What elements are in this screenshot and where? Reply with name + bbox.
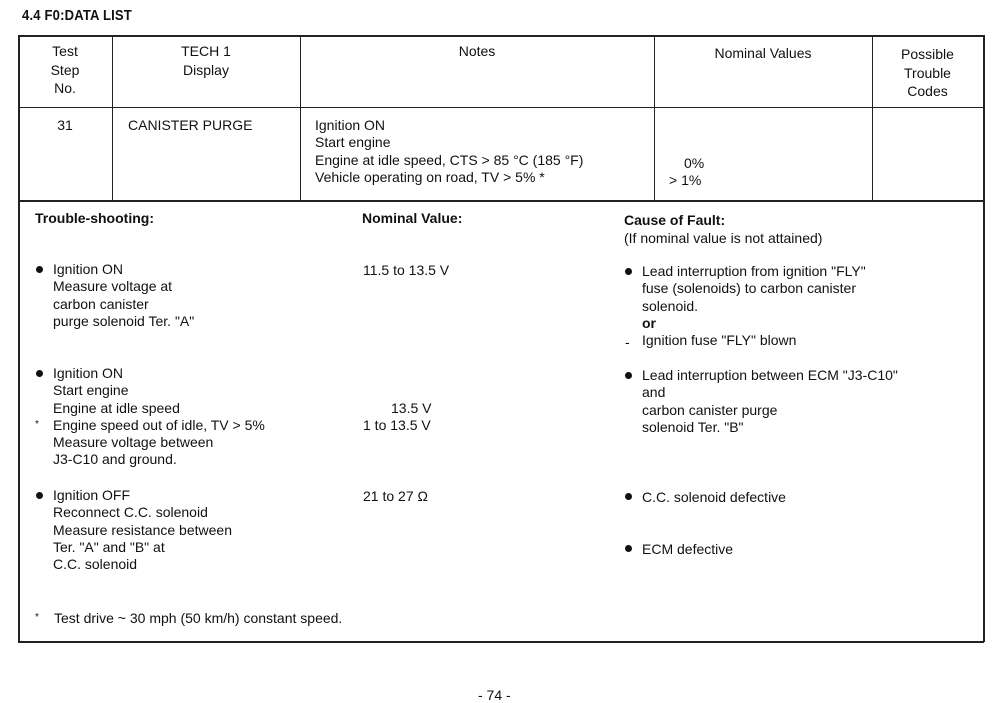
asterisk-marker: * [35, 419, 39, 430]
row-notes: Ignition ON Start engine Engine at idle speed, CTS > 85 °C (185 °F) Vehicle operating on road, TV > 5% * [315, 117, 584, 185]
block2-steps: Ignition ON Start engine Engine at idle speed Engine speed out of idle, TV > 5% Measure voltage between J3-C10 and ground. [53, 365, 265, 468]
header-tech1-display: TECH 1 Display [181, 43, 231, 78]
bullet-icon [625, 268, 632, 275]
header-possible-trouble-codes: Possible Trouble Codes [901, 46, 954, 99]
header-nominal-values: Nominal Values [714, 45, 812, 61]
block1-causes: Lead interruption from ignition "FLY" fuse (solenoids) to carbon canister solenoid. or Ignition fuse "FLY" blown [642, 263, 866, 349]
nominal-value-title: Nominal Value: [362, 210, 463, 226]
block1-steps: Ignition ON Measure voltage at carbon canister purge solenoid Ter. "A" [53, 261, 195, 329]
header-test-step: Test Step No. [50, 43, 80, 96]
header-notes: Notes [458, 43, 496, 59]
bullet-icon [625, 493, 632, 500]
bullet-icon [36, 266, 43, 273]
row-display-value: CANISTER PURGE [128, 117, 253, 133]
dash-marker: - [625, 334, 630, 350]
row-step-number: 31 [57, 117, 73, 133]
block3-nominal: 21 to 27 Ω [363, 488, 428, 504]
cause-of-fault-subtitle: (If nominal value is not attained) [624, 230, 823, 246]
cause-of-fault-title: Cause of Fault: [624, 212, 726, 228]
bullet-icon [625, 545, 632, 552]
block1-nominal: 11.5 to 13.5 V [363, 262, 450, 278]
footnote-asterisk: * [35, 612, 39, 623]
block2-causes: Lead interruption between ECM "J3-C10" and carbon canister purge solenoid Ter. "B" [642, 367, 898, 435]
troubleshooting-title: Trouble-shooting: [35, 210, 154, 226]
bullet-icon [625, 372, 632, 379]
row-nominal-values: 0% > 1% [669, 155, 705, 189]
block2-nominal: 13.5 V 1 to 13.5 V [363, 400, 432, 434]
block3-steps: Ignition OFF Reconnect C.C. solenoid Measure resistance between Ter. "A" and "B" at C.C. solenoid [53, 487, 232, 573]
section-title: 4.4 F0:DATA LIST [22, 8, 132, 24]
block3-cause-1: C.C. solenoid defective [642, 489, 786, 505]
bullet-icon [36, 492, 43, 499]
footnote-text: Test drive ~ 30 mph (50 km/h) constant speed. [54, 610, 343, 626]
bullet-icon [36, 370, 43, 377]
block3-cause-2: ECM defective [642, 541, 734, 557]
page-number: - 74 - [478, 687, 511, 703]
